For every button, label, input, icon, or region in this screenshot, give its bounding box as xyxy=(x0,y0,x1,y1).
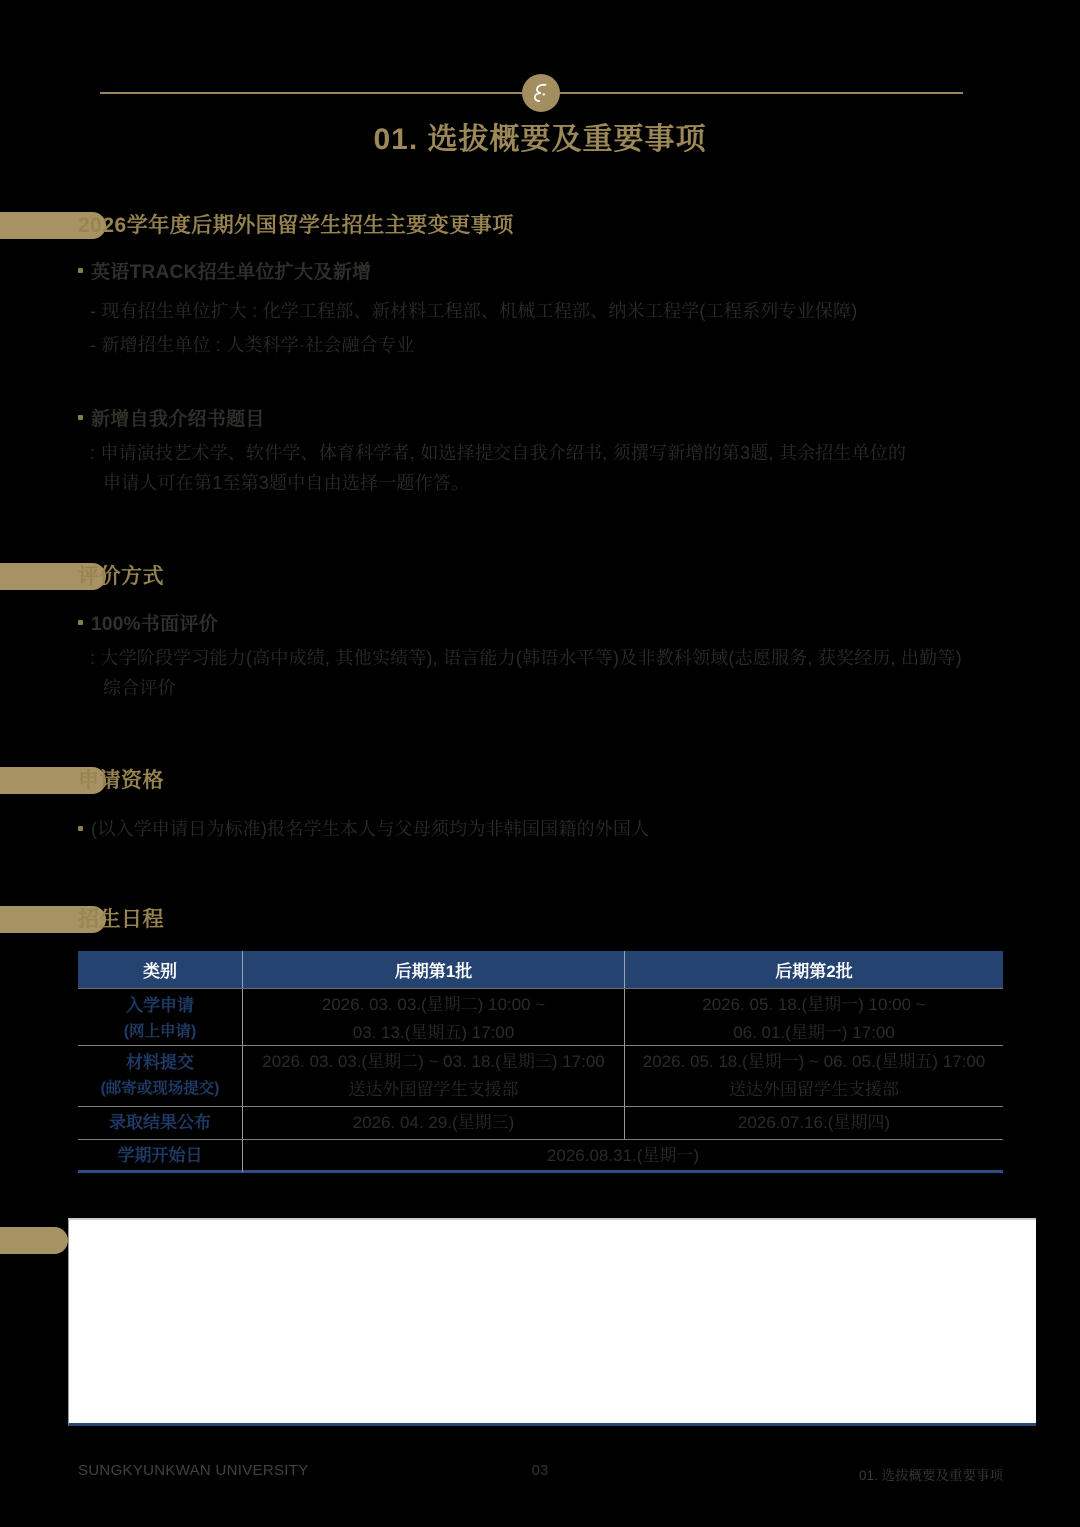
row-label: 录取结果公布 xyxy=(109,1113,211,1132)
batch2-cell xyxy=(625,1107,1003,1139)
cell-line: 03. 13.(星期五) 17:00 xyxy=(352,1023,515,1042)
cell-line: 2026. 03. 03.(星期二) 10:00 ~ xyxy=(321,995,546,1014)
row-label-sub: (网上申请) xyxy=(123,1023,197,1040)
row-label-cell xyxy=(78,1107,243,1139)
cell-line: 2026.07.16.(星期四) xyxy=(737,1113,891,1132)
footer-chapter-title: 01. 选拔概要及重要事项 xyxy=(858,1468,1003,1483)
section-heading-eligibility: 申请资格 xyxy=(78,769,164,792)
body-text: : 申请演技艺术学、软件学、体育科学者, 如选择提交自我介绍书, 须撰写新增的第3题, 其余招生单位的 xyxy=(90,443,907,463)
notice-panel xyxy=(68,1218,1036,1426)
table-header-batch2: 后期第2批 xyxy=(775,962,853,981)
table-header-row xyxy=(78,951,1003,989)
table-header-batch1: 后期第1批 xyxy=(243,951,625,988)
footer-university-name: SUNGKYUNKWAN UNIVERSITY xyxy=(78,1462,309,1479)
body-text: - 新增招生单位 : 人类科学·社会融合专业 xyxy=(90,335,415,355)
body-text: : 大学阶段学习能力(高中成绩, 其他实绩等), 语言能力(韩语水平等)及非教科领域(志愿服务, 获奖经历, 出勤等) xyxy=(90,648,962,668)
table-row-documents xyxy=(78,1046,1003,1107)
cell-line: 送达外国留学生支援部 xyxy=(348,1080,519,1099)
table-row-application xyxy=(78,989,1003,1046)
bullet-title: 100%书面评价 xyxy=(91,614,218,635)
bullet-dot-icon xyxy=(78,620,83,625)
row-label-sub: (邮寄或现场提交) xyxy=(100,1080,220,1097)
section-heading-changes: 2026学年度后期外国留学生招生主要变更事项 xyxy=(78,214,514,237)
cell-line: 2026. 05. 18.(星期一) 10:00 ~ xyxy=(702,995,926,1014)
bullet-title: 英语TRACK招生单位扩大及新增 xyxy=(91,262,372,283)
merged-value-cell xyxy=(243,1140,1003,1172)
batch2-cell xyxy=(625,989,1003,1049)
body-text: (以入学申请日为标准)报名学生本人与父母须均为非韩国国籍的外国人 xyxy=(91,819,650,839)
batch1-cell xyxy=(243,1046,625,1106)
row-label: 入学申请 xyxy=(126,996,194,1015)
bullet-english-track xyxy=(78,257,371,284)
row-label: 学期开始日 xyxy=(117,1146,203,1165)
admission-schedule-table xyxy=(78,951,1003,1173)
bullet-dot-icon xyxy=(78,826,83,831)
batch1-cell xyxy=(243,989,625,1049)
row-label: 材料提交 xyxy=(126,1053,194,1072)
section-heading-schedule: 招生日程 xyxy=(78,908,164,931)
footer-page-number: 03 xyxy=(531,1462,549,1479)
page-title: 01. 选拔概要及重要事项 xyxy=(373,123,707,156)
cell-line: 2026.08.31.(星期一) xyxy=(546,1146,700,1165)
cell-line: 2026. 05. 18.(星期一) ~ 06. 05.(星期五) 17:00 xyxy=(642,1052,986,1071)
bullet-self-introduction xyxy=(78,404,265,431)
cell-line: 2026. 04. 29.(星期三) xyxy=(352,1113,515,1132)
row-label-cell xyxy=(78,1046,243,1106)
bullet-written-evaluation xyxy=(78,609,218,636)
batch2-cell xyxy=(625,1046,1003,1106)
section-tab-notice xyxy=(0,1227,68,1254)
batch1-cell xyxy=(243,1107,625,1139)
body-text: - 现有招生单位扩大 : 化学工程部、新材料工程部、机械工程部、纳米工程学(工程系列专业保障) xyxy=(90,301,858,321)
row-label-cell xyxy=(78,1140,243,1172)
emblem-s-glyph xyxy=(528,80,554,106)
table-row-semester-start xyxy=(78,1140,1003,1173)
row-label-cell xyxy=(78,989,243,1049)
cell-line: 06. 01.(星期一) 17:00 xyxy=(733,1023,895,1042)
body-text: 申请人可在第1至第3题中自由选择一题作答。 xyxy=(103,473,470,493)
body-text: 综合评价 xyxy=(103,678,176,698)
skku-emblem-icon xyxy=(522,74,560,112)
bullet-dot-icon xyxy=(78,415,83,420)
cell-line: 2026. 03. 03.(星期二) ~ 03. 18.(星期三) 17:00 xyxy=(262,1052,605,1071)
bullet-title: 新增自我介绍书题目 xyxy=(91,409,265,430)
section-heading-evaluation: 评价方式 xyxy=(78,565,164,588)
bullet-dot-icon xyxy=(78,268,83,273)
cell-line: 送达外国留学生支援部 xyxy=(729,1080,899,1099)
table-row-results xyxy=(78,1107,1003,1140)
table-header-category: 类别 xyxy=(78,951,243,988)
bullet-eligibility xyxy=(78,815,649,841)
